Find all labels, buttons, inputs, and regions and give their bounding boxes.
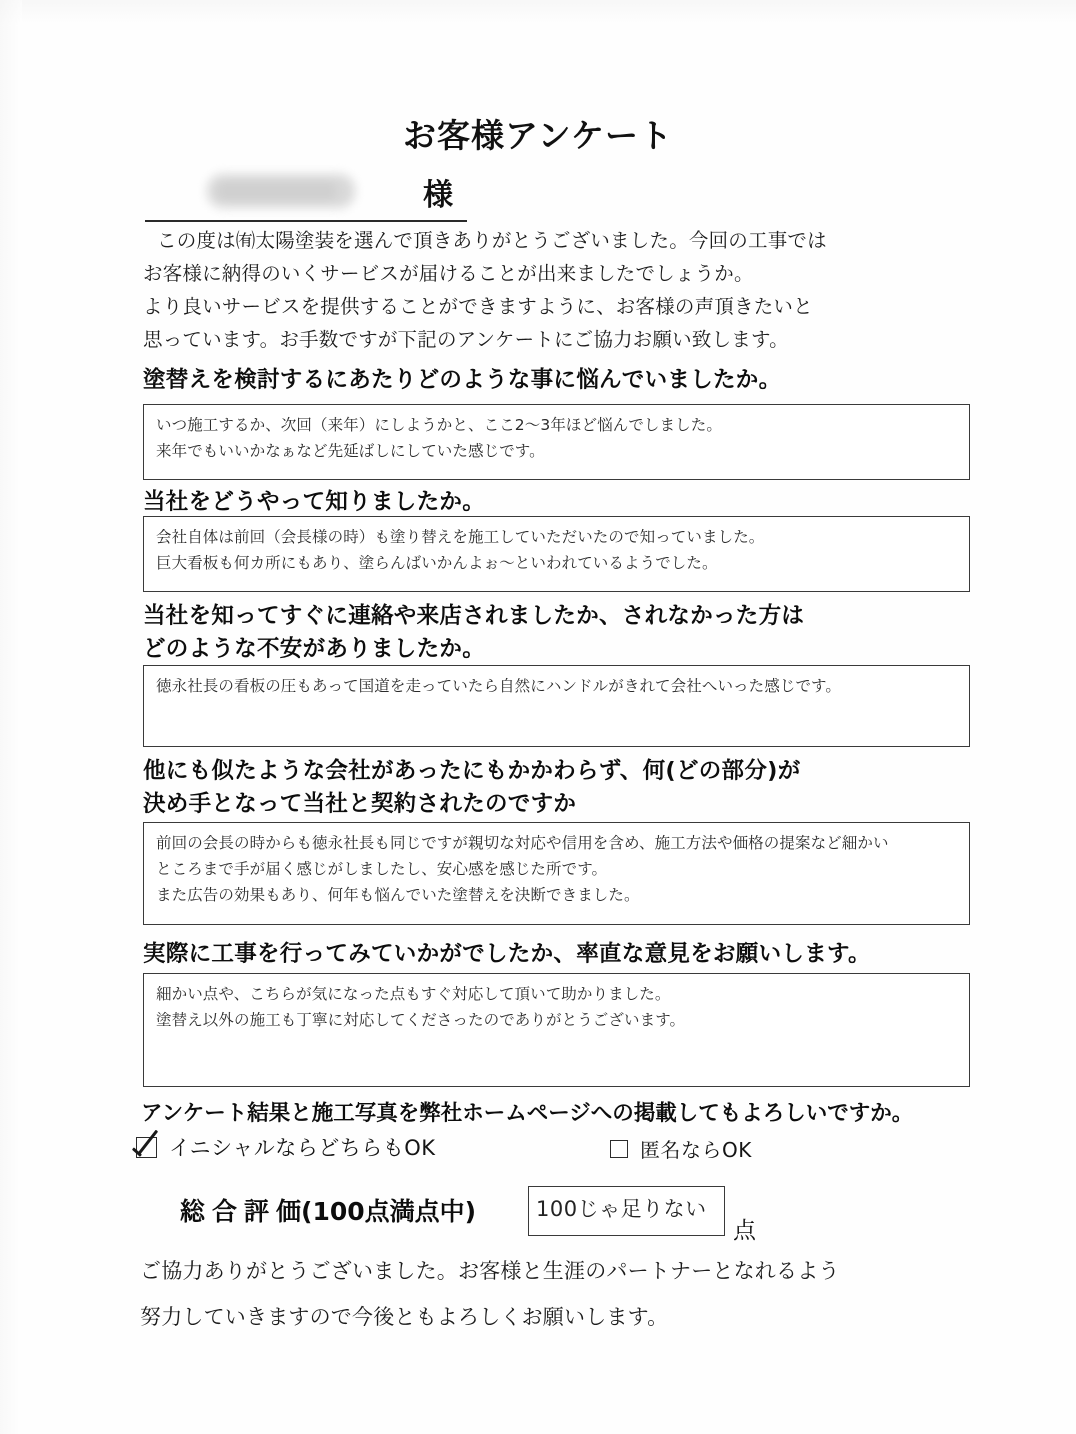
consent-option-initial-label: イニシャルならどちらもOK — [169, 1136, 436, 1160]
answer-1-line-2: 来年でもいいかなぁなど先延ばしにしていた感じです。 — [156, 442, 545, 460]
question-5-heading-line-1: 実際に工事を行ってみていかがでしたか、率直な意見をお願いします。 — [143, 941, 871, 967]
intro-line-1: この度は㈲太陽塗装を選んで頂きありがとうございました。今回の工事では — [157, 229, 827, 252]
page-title: お客様アンケート — [402, 116, 674, 155]
intro-line-2: お客様に納得のいくサービスが届けることが出来ましたでしょうか。 — [143, 262, 754, 285]
overall-score-label-spaced: 総合評 — [180, 1197, 277, 1226]
answer-1-text — [156, 412, 961, 464]
consent-question: アンケート結果と施工写真を弊社ホームページへの掲載してもよろしいですか。 — [141, 1101, 914, 1126]
answer-box-3[interactable] — [143, 665, 970, 747]
overall-score-value: 100じゃ足りない — [536, 1197, 707, 1221]
answer-3-text — [156, 673, 961, 699]
question-4-heading — [143, 755, 983, 821]
answer-4-line-1: 前回の会長の時からも徳永社長も同じですが親切な対応や信用を含め、施工方法や価格の提案など細かい — [156, 834, 889, 852]
question-1-heading-line-1: 塗替えを検討するにあたりどのような事に悩んでいましたか。 — [143, 367, 782, 393]
consent-options — [136, 1128, 996, 1172]
answer-5-text — [156, 981, 961, 1033]
answer-4-line-3: また広告の効果もあり、何年も悩んでいた塗替えを決断できました。 — [156, 886, 640, 904]
question-2-heading — [143, 486, 983, 519]
overall-score-label-rest: 価(100点満点中) — [276, 1197, 477, 1226]
closing-line-2: 努力していきますので今後ともよろしくお願いします。 — [140, 1305, 669, 1329]
answer-box-2[interactable] — [143, 516, 970, 592]
answer-box-4[interactable] — [143, 822, 970, 925]
intro-line-4: 思っています。お手数ですが下記のアンケートにご協力お願い致します。 — [143, 328, 789, 351]
redacted-customer-name — [207, 174, 355, 208]
addressee-underline — [145, 220, 467, 222]
question-3-heading — [143, 600, 983, 666]
question-5-heading — [143, 938, 983, 971]
overall-score-unit: 点 — [733, 1218, 756, 1244]
answer-box-5[interactable] — [143, 973, 970, 1087]
intro-line-3: より良いサービスを提供することができますように、お客様の声頂きたいと — [143, 295, 813, 318]
closing-paragraph — [140, 1248, 1000, 1340]
question-2-heading-line-1: 当社をどうやって知りましたか。 — [143, 489, 486, 515]
answer-2-line-2: 巨大看板も何カ所にもあり、塗らんばいかんよぉ〜といわれているようでした。 — [156, 554, 718, 572]
answer-2-text — [156, 524, 961, 576]
honorific-label: 様 — [423, 178, 453, 213]
question-3-heading-line-2: どのような不安がありましたか。 — [143, 636, 486, 662]
consent-option-anonymous[interactable] — [610, 1134, 752, 1163]
answer-5-line-2: 塗替え以外の施工も丁寧に対応してくださったのでありがとうございます。 — [156, 1011, 686, 1029]
intro-paragraph — [143, 224, 943, 356]
answer-1-line-1: いつ施工するか、次回（来年）にしようかと、ここ2〜3年ほど悩んでしました。 — [156, 416, 722, 434]
question-4-heading-line-1: 他にも似たような会社があったにもかかわらず、何(どの部分)が — [143, 758, 801, 784]
checkbox-checked-icon[interactable] — [136, 1137, 157, 1158]
checkbox-unchecked-icon[interactable] — [610, 1140, 628, 1158]
overall-score-field[interactable] — [528, 1186, 725, 1236]
answer-box-1[interactable] — [143, 404, 970, 480]
question-3-heading-line-1: 当社を知ってすぐに連絡や来店されましたか、されなかった方は — [143, 603, 805, 629]
answer-5-line-1: 細かい点や、こちらが気になった点もすぐ対応して頂いて助かりました。 — [156, 985, 671, 1003]
closing-line-1: ご協力ありがとうございました。お客様と生涯のパートナーとなれるよう — [140, 1259, 840, 1283]
question-4-heading-line-2: 決め手となって当社と契約されたのですか — [143, 791, 577, 817]
answer-4-line-2: ところまで手が届く感じがしましたし、安心感を感じた所です。 — [156, 860, 608, 878]
question-1-heading — [143, 364, 983, 397]
overall-score-row — [180, 1186, 820, 1242]
consent-option-initial[interactable] — [136, 1132, 436, 1162]
addressee-row — [145, 172, 565, 222]
answer-2-line-1: 会社自体は前回（会長様の時）も塗り替えを施工していただいたので知っていました。 — [156, 528, 765, 546]
overall-score-label — [180, 1192, 476, 1228]
answer-4-text — [156, 830, 961, 908]
answer-3-line-1: 徳永社長の看板の圧もあって国道を走っていたら自然にハンドルがきれて会社へいった感じです。 — [156, 677, 842, 695]
consent-option-anonymous-label: 匿名ならOK — [640, 1138, 752, 1162]
